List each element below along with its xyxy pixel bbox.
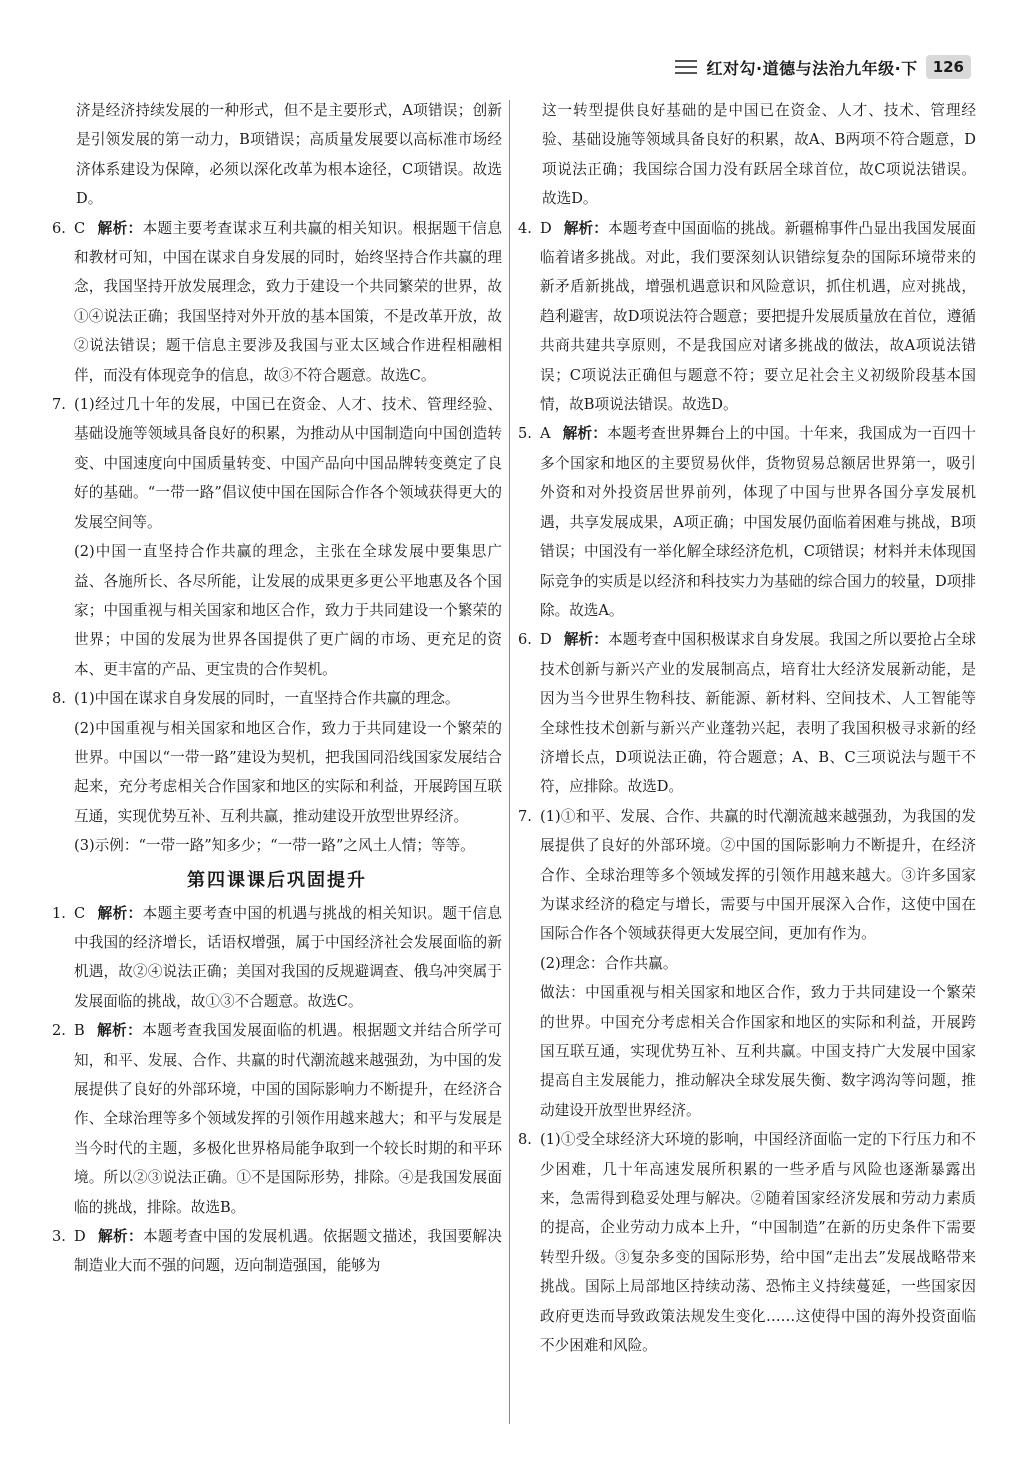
answer-choice: D [540,631,552,649]
answer-choice: D [74,1228,86,1246]
analysis-text: 本题考查中国面临的挑战。新疆棉事件凸显出我国发展面临着诸多挑战。对此，我们要深刻认识错综复杂的国际环境带来的新矛盾新挑战，增强机遇意识和风险意识，抓住机遇，应对挑战，趋利避害，故D项说法符合题意；要把提升发展质量放在首位，遵循共商共建共享原则，不是我国应对诸多挑战的做法，故A项说法错误；C项说法正确但与题意不符；要立足社会主义初级阶段基本国情，故B项说法错误。故选D。 [540,219,976,414]
column-divider [509,100,510,1424]
answer-number: 5. [518,425,532,443]
answer-number: 8. [518,1131,532,1149]
section-answer-7-part-1: (1)①和平、发展、合作、共赢的时代潮流越来越强劲，为我国的发展提供了良好的外部环境。②中国的国际影响力不断提升，在经济合作、全球治理等多个领域发挥的引领作用越来越大。③许多国家为谋求经济的稳定与增长，需要与中国开展深入合作，这使中国在国际合作各个领域获得更大发展空间，更加有作为。 [540,807,976,943]
page-header [675,52,971,82]
answer-8-part-3: (3)示例：“一带一路”知多少；“一带一路”之风土人情；等等。 [74,837,475,855]
header-lines-icon [675,60,697,74]
answer-number: 2. [52,1022,66,1040]
answer-8-part-1: (1)中国在谋求自身发展的同时，一直坚持合作共赢的理念。 [74,690,460,708]
answer-5-continued: 济是经济持续发展的一种形式，但不是主要形式，A项错误；创新是引领发展的第一动力，B项错误；高质量发展要以高标准市场经济体系建设为保障，必须以深化改革为根本途径，C项错误。故选D。 [76,102,502,208]
section-answer-7 [518,802,976,1125]
analysis-label: 解析： [96,1022,143,1040]
answer-number: 6. [52,219,66,237]
analysis-label: 解析： [97,219,143,237]
section-answer-2 [52,1016,502,1222]
analysis-text: 本题考查世界舞台上的中国。十年来，我国成为一百四十多个国家和地区的主要贸易伙伴，货物贸易总额居世界第一，吸引外资和对外投资居世界前列，体现了中国与世界各国分享发展机遇，共享发展成果，A项正确；中国发展仍面临着困难与挑战，B项错误；中国没有一举化解全球经济危机，C项错误；材料并未体现国际竞争的实质是以经济和科技实力为基础的综合国力的较量，D项排除。故选A。 [540,425,976,619]
section-answer-7-part-2: (2)理念：合作共赢。 [540,954,678,972]
answer-number: 7. [518,807,532,825]
answer-7-part-2: (2)中国一直坚持合作共赢的理念，主张在全球发展中要集思广益、各施所长、各尽所能，让发展的成果更多更公平地惠及各个国家；中国重视与相关国家和地区合作，致力于共同建设一个繁荣的世界；中国的发展为世界各国提供了更广阔的市场、更充足的资本、更丰富的产品、更宝贵的合作契机。 [74,543,502,678]
section-answer-5 [518,419,976,625]
analysis-text: 本题主要考查谋求互利共赢的相关知识。根据题干信息和教材可知，中国在谋求自身发展的同时，始终坚持合作共赢的理念，我国坚持开放发展理念，致力于建设一个共同繁荣的世界，故①④说法正确；我国坚持对外开放的基本国策，不是改革开放，故②说法错误；题干信息主要涉及我国与亚太区域合作进程相融相伴，而没有体现竞争的信息，故③不符合题意。故选C。 [74,219,502,384]
header-title: 红对勾·道德与法治九年级·下 [706,58,918,78]
analysis-text: 本题考查中国积极谋求自身发展。我国之所以要抢占全球技术创新与新兴产业的发展制高点，培育壮大经济发展新动能，是因为当今世界生物科技、新能源、新材料、空间技术、人工智能等全球性技术创新与新兴产业蓬勃兴起，表明了我国积极寻求新的经济增长点，D项说法正确，符合题意；A、B、C三项说法与题干不符，应排除。故选D。 [540,631,976,796]
answer-choice: C [74,219,86,237]
answer-choice: A [540,425,551,443]
answer-8 [52,684,502,860]
section-answer-8 [518,1125,976,1360]
right-column [518,96,976,1444]
answer-number: 1. [52,904,66,922]
answer-number: 7. [52,396,66,414]
section-answer-6 [518,625,976,801]
answer-choice: B [74,1022,85,1040]
section-answer-4 [518,214,976,420]
answer-number: 3. [52,1228,66,1246]
analysis-label: 解析： [563,219,609,237]
answer-choice: C [74,904,86,922]
section-answer-1 [52,899,502,1017]
section-answer-7-part-3: 做法：中国重视与相关国家和地区合作，致力于共同建设一个繁荣的世界。中国充分考虑相关合作国家和地区的实际和利益，开展跨国互联互通，实现优势互补、互利共赢。中国支持广大发展中国家提高自主发展能力，推动解决全球发展失衡、数字鸿沟等问题，推动建设开放型世界经济。 [540,984,976,1119]
answer-7 [52,390,502,684]
answer-8-part-2: (2)中国重视与相关国家和地区合作，致力于共同建设一个繁荣的世界。中国以“一带一路”建设为契机，把我国同沿线国家发展结合起来，充分考虑相关合作国家和地区的实际和利益，开展跨国互联互通，实现优势互补、互利共赢，推动建设开放型世界经济。 [74,719,502,825]
answer-6 [52,214,502,390]
analysis-text: 本题考查我国发展面临的机遇。根据题文并结合所学可知，和平、发展、合作、共赢的时代潮流越来越强劲，为中国的发展提供了良好的外部环境，中国的国际影响力不断提升，在经济合作、全球治理等多个领域发挥的引领作用越来越大；和平与发展是当今时代的主题，多极化世界格局能争取到一个较长时期的和平环境。所以②③说法正确。①不是国际形势，排除。④是我国发展面临的挑战，排除。故选B。 [74,1022,502,1216]
analysis-label: 解析： [97,904,143,922]
analysis-label: 解析： [97,1228,144,1246]
analysis-text: 本题考查中国的发展机遇。依据题文描述，我国要解决制造业大而不强的问题，迈向制造强国，能够为 [74,1228,502,1275]
analysis-label: 解析： [562,425,608,443]
left-column [52,96,502,1444]
answer-number: 6. [518,631,532,649]
analysis-text: 本题主要考查中国的机遇与挑战的相关知识。题干信息中我国的经济增长，话语权增强，属于中国经济社会发展面临的新机遇，故②④说法正确；美国对我国的反规避调查、俄乌冲突属于发展面临的挑战，故①③不合题意。故选C。 [74,904,502,1010]
section-answer-3 [52,1222,502,1281]
analysis-label: 解析： [563,631,609,649]
answer-number: 4. [518,219,532,237]
section-answer-8-part-1: (1)①受全球经济大环境的影响，中国经济面临一定的下行压力和不少困难，几十年高速发展所积累的一些矛盾与风险也逐渐暴露出来，急需得到稳妥处理与解决。②随着国家经济发展和劳动力素质的提高，企业劳动力成本上升，“中国制造”在新的历史条件下需要转型升级。③复杂多变的国际形势，给中国“走出去”发展战略带来挑战。国际上局部地区持续动荡、恐怖主义持续蔓延，一些国家因政府更迭而导致政策法规发生变化……这使得中国的海外投资面临不少困难和风险。 [540,1131,976,1355]
answer-7-part-1: (1)经过几十年的发展，中国已在资金、人才、技术、管理经验、基础设施等领域具备良好的积累，为推动从中国制造向中国创造转变、中国速度向中国质量转变、中国产品向中国品牌转变奠定了良好的基础。“一带一路”倡议使中国在国际合作各个领域获得更大的发展空间等。 [74,396,502,531]
answer-choice: D [540,219,552,237]
section-title: 第四课课后巩固提升 [187,869,367,891]
answer-number: 8. [52,690,66,708]
page-number: 126 [926,55,971,79]
section-answer-3-continued: 这一转型提供良好基础的是中国已在资金、人才、技术、管理经验、基础设施等领域具备良好的积累，故A、B两项不符合题意，D项说法正确；我国综合国力没有跃居全球首位，故C项说法错误。故选D。 [542,102,976,208]
